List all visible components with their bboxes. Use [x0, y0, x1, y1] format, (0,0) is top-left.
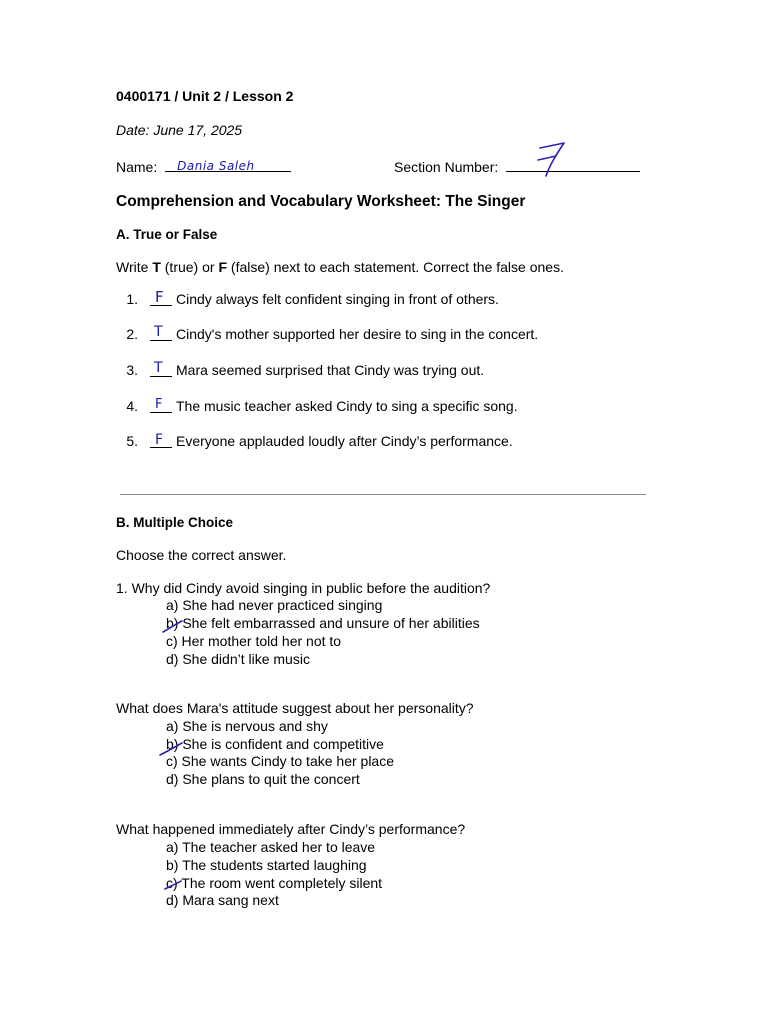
instr-text: (false) next to each statement. Correct the false ones. — [227, 259, 564, 275]
tf-answer-field[interactable] — [150, 362, 172, 377]
mc-question: 1. Why did Cindy avoid singing in public before the audition? — [116, 580, 491, 596]
section-b-heading: B. Multiple Choice — [116, 515, 234, 530]
mc-option[interactable]: c) Her mother told her not to — [166, 633, 342, 649]
mc-option-selected[interactable]: b) She felt embarrassed and unsure of her abilities — [166, 615, 480, 631]
tf-answer-field[interactable] — [150, 398, 172, 413]
tf-item — [116, 433, 513, 449]
tf-answer-field[interactable] — [150, 433, 172, 448]
mc-option[interactable]: a) The teacher asked her to leave — [166, 839, 376, 855]
instr-t: T — [152, 259, 161, 275]
mc-option[interactable]: d) Mara sang next — [166, 892, 279, 908]
tf-number: 3. — [126, 362, 138, 378]
mc-option-selected[interactable]: b) She is confident and competitive — [166, 736, 384, 752]
tf-item — [116, 362, 484, 378]
tf-number: 5. — [126, 433, 138, 449]
date-line: Date: June 17, 2025 — [116, 122, 243, 138]
tf-statement: Mara seemed surprised that Cindy was trying out. — [176, 362, 485, 378]
section-a-instructions — [116, 259, 564, 275]
tf-answer-field[interactable] — [150, 288, 172, 306]
tf-number: 1. — [126, 291, 138, 307]
mc-option[interactable]: a) She had never practiced singing — [166, 597, 383, 613]
mc-option-selected[interactable]: c) The room went completely silent — [166, 875, 383, 891]
tf-handwriting: F — [155, 288, 164, 306]
mc-question: What does Mara's attitude suggest about her personality? — [116, 700, 474, 716]
tf-statement: Cindy always felt confident singing in front of others. — [176, 291, 499, 307]
mc-option[interactable]: c) She wants Cindy to take her place — [166, 753, 395, 769]
tf-number: 4. — [126, 398, 138, 414]
name-label: Name: — [116, 159, 158, 175]
tf-handwriting: F — [155, 432, 164, 448]
tf-number: 2. — [126, 326, 138, 342]
instr-text: Write — [116, 259, 153, 275]
section-b-instructions: Choose the correct answer. — [116, 547, 287, 563]
mc-question: What happened immediately after Cindy’s performance? — [116, 821, 466, 837]
name-handwriting: Dania Saleh — [177, 159, 255, 173]
tf-handwriting: T — [154, 360, 163, 376]
tf-item — [116, 326, 538, 342]
instr-text: (true) or — [160, 259, 219, 275]
answer-checkmark — [162, 876, 190, 896]
course-code: 0400171 / Unit 2 / Lesson 2 — [116, 88, 294, 104]
section-number-handwriting — [534, 138, 574, 180]
section-a-heading: A. True or False — [116, 227, 218, 242]
tf-statement: The music teacher asked Cindy to sing a specific song. — [176, 398, 518, 414]
mc-option[interactable]: d) She didn’t like music — [166, 651, 310, 667]
section-divider — [120, 494, 646, 495]
tf-item — [116, 288, 499, 307]
tf-handwriting: T — [154, 324, 163, 340]
instr-f: F — [218, 259, 228, 275]
answer-checkmark — [160, 618, 190, 638]
tf-item — [116, 398, 518, 414]
mc-option[interactable]: d) She plans to quit the concert — [166, 771, 360, 787]
section-label: Section Number: — [394, 159, 499, 175]
name-row — [116, 157, 291, 175]
section-row — [394, 157, 640, 175]
answer-checkmark — [157, 738, 189, 762]
tf-statement: Cindy's mother supported her desire to sing in the concert. — [176, 326, 539, 342]
worksheet-title: Comprehension and Vocabulary Worksheet: The Singer — [116, 193, 526, 210]
mc-option[interactable]: a) She is nervous and shy — [166, 718, 328, 734]
name-field[interactable] — [165, 157, 291, 172]
tf-handwriting: F — [155, 397, 163, 412]
tf-answer-field[interactable] — [150, 326, 172, 341]
mc-option[interactable]: b) The students started laughing — [166, 857, 367, 873]
tf-statement: Everyone applauded loudly after Cindy’s performance. — [176, 433, 513, 449]
